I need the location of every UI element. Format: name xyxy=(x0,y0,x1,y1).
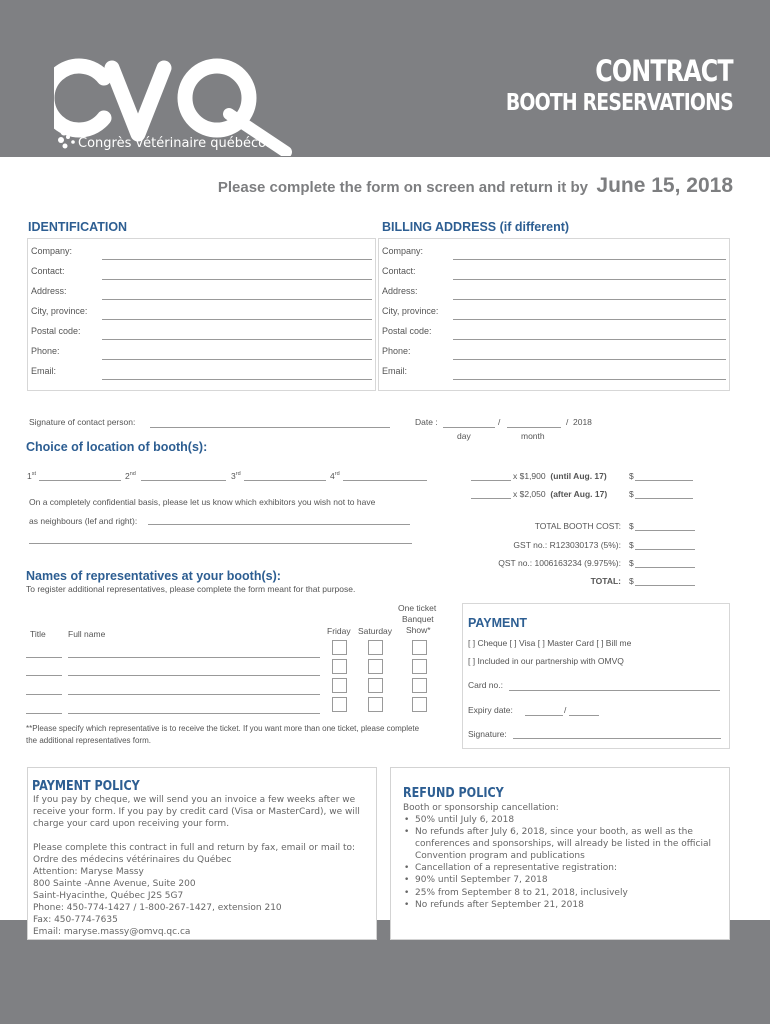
logo-tagline: Congrès vétérinaire québécois xyxy=(78,136,277,151)
saturday-checkbox[interactable] xyxy=(368,697,383,712)
identification-company-row[interactable] xyxy=(28,242,375,262)
identification-box xyxy=(27,238,376,391)
rep-name-field[interactable] xyxy=(68,713,320,714)
payment-signature-label: Signature: xyxy=(468,729,507,739)
list-item: • No refunds after September 21, 2018 xyxy=(403,899,723,911)
neighbours-text: as neighbours (lef and right): xyxy=(29,516,138,526)
date-day-field[interactable] xyxy=(443,427,495,428)
field-label: Postal code: xyxy=(382,326,432,336)
list-item: • 25% from September 8 to 21, 2018, inclusively xyxy=(403,887,723,899)
city-field[interactable] xyxy=(102,319,372,320)
date-slash: / xyxy=(498,417,501,427)
card-number-field[interactable] xyxy=(509,690,720,691)
deadline-date: June 15, 2018 xyxy=(596,174,733,197)
choice-1-field[interactable] xyxy=(39,480,121,481)
gst-field[interactable] xyxy=(635,549,695,550)
rep-title-field[interactable] xyxy=(26,713,62,714)
billing-address-field[interactable] xyxy=(453,299,726,300)
field-label: City, province: xyxy=(31,306,88,316)
billing-email-field[interactable] xyxy=(453,379,726,380)
currency: $ xyxy=(629,521,634,531)
gst-label: GST no.: R123030173 (5%): xyxy=(513,540,621,550)
rep-title-field[interactable] xyxy=(26,675,62,676)
expiry-label: Expiry date: xyxy=(468,705,513,715)
banquet-checkbox[interactable] xyxy=(412,678,427,693)
billing-contact-row[interactable] xyxy=(379,262,729,282)
refund-policy-intro: Booth or sponsorship cancellation: xyxy=(403,803,559,813)
payment-policy-body: If you pay by cheque, we will send you an invoice a few weeks after we receive your form. If you pay by credit card (Visa or MasterCard), we will charge your card upon receiving your form. Please complete this contract in full and return by fax, email or mail to: Ordre des médecins vétérinaires du Québec Attention: Maryse Massy 800 Sainte -Anne Avenue, Suite 200 Saint-Hyacinthe, Québec J2S 5G7 Phone: 450-774-1427 / 1-800-267-1427, extension 210 Fax: 450-774-7635 Email: maryse.massy@omvq.qc.ca xyxy=(33,795,360,937)
friday-checkbox[interactable] xyxy=(332,678,347,693)
payment-policy-title: PAYMENT POLICY xyxy=(32,779,140,794)
payment-options[interactable]: [ ] Cheque [ ] Visa [ ] Master Card [ ] Bill me xyxy=(468,638,632,648)
payment-box xyxy=(462,603,730,749)
billing-company-field[interactable] xyxy=(453,259,726,260)
col-banquet-header: Show* xyxy=(406,625,431,635)
identification-address-row[interactable] xyxy=(28,282,375,302)
rep-name-field[interactable] xyxy=(68,675,320,676)
company-field[interactable] xyxy=(102,259,372,260)
location-title: Choice of location of booth(s): xyxy=(26,440,208,454)
banquet-checkbox[interactable] xyxy=(412,697,427,712)
field-label: Company: xyxy=(382,246,424,256)
identification-phone-row[interactable] xyxy=(28,342,375,362)
qst-label: QST no.: 1006163234 (9.975%): xyxy=(498,558,621,568)
rep-title-field[interactable] xyxy=(26,694,62,695)
billing-box xyxy=(378,238,730,391)
expiry-year-field[interactable] xyxy=(569,715,599,716)
field-label: Email: xyxy=(382,366,408,376)
email-field[interactable] xyxy=(102,379,372,380)
field-label: Address: xyxy=(31,286,67,296)
billing-email-row[interactable] xyxy=(379,362,729,382)
payment-policy-box xyxy=(27,767,377,940)
list-item: • Cancellation of a representative registration: xyxy=(403,862,723,874)
col-name-header: Full name xyxy=(68,629,106,639)
billing-city-field[interactable] xyxy=(453,319,726,320)
neighbours-field[interactable] xyxy=(29,543,412,544)
total-field[interactable] xyxy=(635,585,695,586)
billing-postal-code-field[interactable] xyxy=(453,339,726,340)
representatives-note: the additional representatives form. xyxy=(26,736,151,745)
expiry-slash: / xyxy=(564,705,567,715)
total-booth-cost-field[interactable] xyxy=(635,530,695,531)
qty-after-field[interactable] xyxy=(471,498,511,499)
currency: $ xyxy=(629,576,634,586)
friday-checkbox[interactable] xyxy=(332,640,347,655)
col-friday-header: Friday xyxy=(327,626,351,636)
currency: $ xyxy=(629,489,634,499)
col-banquet-header: One ticket xyxy=(398,603,437,613)
partnership-option[interactable]: [ ] Included in our partnership with OMVQ xyxy=(468,656,624,666)
currency: $ xyxy=(629,558,634,568)
billing-address-row[interactable] xyxy=(379,282,729,302)
payment-signature-field[interactable] xyxy=(513,738,721,739)
qst-field[interactable] xyxy=(635,567,695,568)
amount-until-field[interactable] xyxy=(635,480,693,481)
contact-field[interactable] xyxy=(102,279,372,280)
field-label: Phone: xyxy=(31,346,60,356)
saturday-checkbox[interactable] xyxy=(368,640,383,655)
field-label: Email: xyxy=(31,366,57,376)
rep-name-field[interactable] xyxy=(68,657,320,658)
field-label: Address: xyxy=(382,286,418,296)
billing-postal-row[interactable] xyxy=(379,322,729,342)
field-label: City, province: xyxy=(382,306,439,316)
billing-phone-row[interactable] xyxy=(379,342,729,362)
field-label: Postal code: xyxy=(31,326,81,336)
billing-company-row[interactable] xyxy=(379,242,729,262)
banquet-checkbox[interactable] xyxy=(412,659,427,674)
list-item: • 50% until July 6, 2018 xyxy=(403,814,723,826)
field-label: Phone: xyxy=(382,346,411,356)
currency: $ xyxy=(629,471,634,481)
field-label: Company: xyxy=(31,246,73,256)
date-slash: / xyxy=(566,417,569,427)
choice-1-label: 1st xyxy=(27,471,37,481)
qty-until-field[interactable] xyxy=(471,480,511,481)
price-until: x $1,900 (until Aug. 17) xyxy=(513,471,607,481)
page-subtitle: BOOTH RESERVATIONS xyxy=(505,90,733,116)
friday-checkbox[interactable] xyxy=(332,697,347,712)
identification-title: IDENTIFICATION xyxy=(28,220,128,234)
identification-postal-row[interactable] xyxy=(28,322,375,342)
col-title-header: Title xyxy=(30,629,46,639)
choice-4-label: 4rd xyxy=(330,471,340,481)
choice-3-label: 3rd xyxy=(231,471,241,481)
billing-phone-field[interactable] xyxy=(453,359,726,360)
total-booth-cost-label: TOTAL BOOTH COST: xyxy=(534,521,621,531)
representatives-title: Names of representatives at your booth(s): xyxy=(26,569,281,583)
list-item: • 90% until September 7, 2018 xyxy=(403,874,723,886)
billing-contact-field[interactable] xyxy=(453,279,726,280)
refund-policy-list xyxy=(403,814,723,911)
address-field[interactable] xyxy=(102,299,372,300)
identification-city-row[interactable] xyxy=(28,302,375,322)
refund-policy-title: REFUND POLICY xyxy=(403,786,504,801)
date-month-field[interactable] xyxy=(507,427,561,428)
instruction-line xyxy=(218,174,733,198)
price-after: x $2,050 (after Aug. 17) xyxy=(513,489,608,499)
card-number-label: Card no.: xyxy=(468,680,503,690)
representatives-note: **Please specify which representative is to receive the ticket. If you want more than one ticket, please complete xyxy=(26,724,420,733)
banquet-checkbox[interactable] xyxy=(412,640,427,655)
refund-policy-box xyxy=(390,767,730,940)
billing-title: BILLING ADDRESS (if different) xyxy=(382,220,570,234)
saturday-checkbox[interactable] xyxy=(368,659,383,674)
payment-title: PAYMENT xyxy=(468,616,528,630)
date-label: Date : xyxy=(415,417,438,427)
signature-field[interactable] xyxy=(150,427,390,428)
date-year: 2018 xyxy=(573,417,592,427)
identification-contact-row[interactable] xyxy=(28,262,375,282)
total-label: TOTAL: xyxy=(590,576,621,586)
friday-checkbox[interactable] xyxy=(332,659,347,674)
day-caption: day xyxy=(457,431,471,441)
representatives-subtitle: To register additional representatives, please complete the form meant for that purpose. xyxy=(26,584,356,594)
page-title: CONTRACT xyxy=(595,54,733,88)
neighbours-text: On a completely confidential basis, please let us know which exhibitors you wish not to have xyxy=(29,497,376,507)
instruction-text: Please complete the form on screen and return it by xyxy=(217,179,588,196)
identification-email-row[interactable] xyxy=(28,362,375,382)
choice-3-field[interactable] xyxy=(244,480,326,481)
phone-field[interactable] xyxy=(102,359,372,360)
currency: $ xyxy=(629,540,634,550)
list-item: • No refunds after July 6, 2018, since your booth, as well as the conferences and sponsorships, will already be listed in the official Convention program and publications xyxy=(403,826,723,862)
expiry-month-field[interactable] xyxy=(525,715,563,716)
choice-4-field[interactable] xyxy=(343,480,427,481)
header-banner xyxy=(0,0,770,157)
col-banquet-header: Banquet xyxy=(402,614,434,624)
billing-city-row[interactable] xyxy=(379,302,729,322)
neighbours-field[interactable] xyxy=(148,524,410,525)
col-saturday-header: Saturday xyxy=(358,626,393,636)
month-caption: month xyxy=(521,431,545,441)
rep-name-field[interactable] xyxy=(68,694,320,695)
rep-title-field[interactable] xyxy=(26,657,62,658)
amount-after-field[interactable] xyxy=(635,498,693,499)
signature-label: Signature of contact person: xyxy=(29,417,136,427)
field-label: Contact: xyxy=(382,266,416,276)
choice-2-field[interactable] xyxy=(141,480,226,481)
postal-code-field[interactable] xyxy=(102,339,372,340)
field-label: Contact: xyxy=(31,266,65,276)
choice-2-label: 2nd xyxy=(125,471,136,481)
saturday-checkbox[interactable] xyxy=(368,678,383,693)
